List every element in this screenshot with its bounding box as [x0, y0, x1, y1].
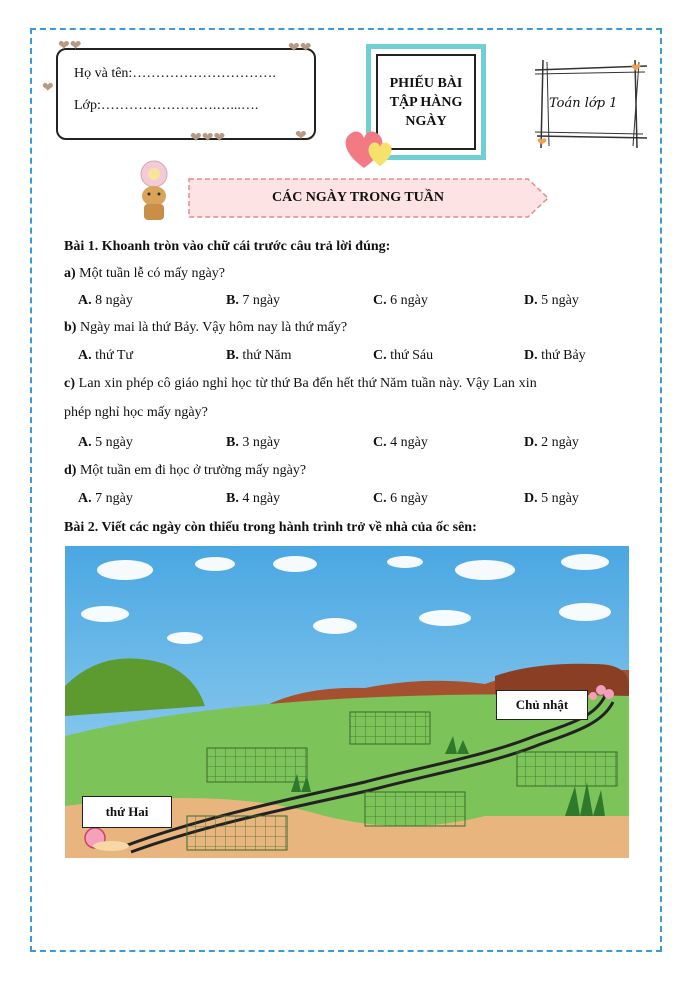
question-text: Một tuần em đi học ở trường mấy ngày? — [76, 463, 307, 478]
option-value: thứ Bảy — [537, 348, 586, 363]
question-text: Một tuần lễ có mấy ngày? — [75, 266, 225, 281]
banner-title: CÁC NGÀY TRONG TUẦN — [271, 190, 445, 205]
option-key: A. — [78, 435, 92, 450]
option-key: D. — [524, 491, 538, 506]
option-c-B[interactable] — [226, 435, 280, 451]
option-value: 6 ngày — [386, 293, 428, 308]
cat-mascot-icon — [124, 160, 184, 224]
question-letter: c) — [64, 376, 76, 391]
question-text: Lan xin phép cô giáo nghỉ học từ thứ Ba đến hết thứ Năm tuần này. Vậy Lan xin — [75, 376, 537, 391]
option-a-D[interactable] — [524, 293, 579, 309]
svg-text:❤: ❤ — [631, 61, 642, 75]
option-value: 4 ngày — [238, 491, 281, 506]
class-line[interactable]: Lớp:…………………….…...…. — [74, 98, 259, 113]
option-d-C[interactable] — [373, 491, 428, 507]
question-c-line-2: phép nghỉ học mấy ngày? — [64, 405, 208, 420]
title-line-1: PHIẾU BÀI — [389, 75, 463, 91]
snail-path-illustration — [65, 546, 629, 858]
option-value: 6 ngày — [386, 491, 428, 506]
option-key: C. — [373, 491, 387, 506]
option-key: A. — [78, 491, 92, 506]
heart-decoration-icon: ❤ — [295, 129, 307, 144]
start-day-label: thứ Hai — [82, 796, 172, 828]
question-a — [64, 266, 225, 282]
question-letter: d) — [64, 463, 77, 478]
option-value: thứ Tư — [91, 348, 133, 363]
heart-decoration-icon: ❤❤❤ — [190, 131, 226, 146]
title-line-2: TẬP HÀNG — [389, 94, 463, 110]
option-key: D. — [524, 293, 538, 308]
option-key: B. — [226, 435, 239, 450]
option-value: thứ Sáu — [386, 348, 434, 363]
option-d-A[interactable] — [78, 491, 133, 507]
option-key: A. — [78, 293, 92, 308]
section-banner — [188, 178, 550, 218]
option-a-A[interactable] — [78, 293, 133, 309]
option-value: 3 ngày — [238, 435, 281, 450]
question-text: Ngày mai là thứ Bảy. Vậy hôm nay là thứ mấy? — [76, 320, 348, 335]
heart-decoration-icon: ❤❤ — [58, 39, 82, 54]
option-b-B[interactable] — [226, 348, 292, 364]
heart-decoration-icon: ❤❤ — [288, 41, 312, 56]
option-d-D[interactable] — [524, 491, 579, 507]
question-d — [64, 463, 306, 479]
question-b — [64, 320, 347, 336]
option-c-C[interactable] — [373, 435, 428, 451]
option-key: C. — [373, 435, 387, 450]
option-key: B. — [226, 491, 239, 506]
option-a-B[interactable] — [226, 293, 280, 309]
option-value: 8 ngày — [91, 293, 133, 308]
option-key: C. — [373, 348, 387, 363]
heart-decoration-icon: ❤ — [42, 81, 54, 96]
option-key: B. — [226, 293, 239, 308]
end-day-label: Chủ nhật — [496, 690, 588, 720]
option-value: 7 ngày — [91, 491, 133, 506]
question-c — [64, 376, 537, 392]
option-key: C. — [373, 293, 387, 308]
option-key: B. — [226, 348, 239, 363]
option-b-A[interactable] — [78, 348, 133, 364]
option-key: D. — [524, 348, 538, 363]
option-c-A[interactable] — [78, 435, 133, 451]
option-value: 5 ngày — [537, 293, 579, 308]
subject-label: Toán lớp 1 — [549, 96, 618, 111]
svg-text:❤: ❤ — [537, 135, 548, 148]
option-value: 5 ngày — [91, 435, 133, 450]
option-b-C[interactable] — [373, 348, 433, 364]
option-c-D[interactable] — [524, 435, 579, 451]
hearts-icon — [340, 126, 400, 172]
option-value: thứ Năm — [238, 348, 292, 363]
option-value: 7 ngày — [238, 293, 281, 308]
student-info-box — [56, 48, 316, 140]
name-line[interactable]: Họ và tên:…………………………. — [74, 66, 276, 81]
option-b-D[interactable] — [524, 348, 586, 364]
exercise-1-heading: Bài 1. Khoanh tròn vào chữ cái trước câu trả lời đúng: — [64, 239, 391, 254]
option-value: 4 ngày — [386, 435, 428, 450]
option-key: D. — [524, 435, 538, 450]
subject-box — [531, 60, 651, 148]
exercise-2-heading: Bài 2. Viết các ngày còn thiếu trong hành trình trở về nhà của ốc sên: — [64, 520, 477, 535]
option-value: 2 ngày — [537, 435, 579, 450]
option-value: 5 ngày — [537, 491, 579, 506]
option-d-B[interactable] — [226, 491, 280, 507]
question-letter: a) — [64, 266, 76, 281]
option-a-C[interactable] — [373, 293, 428, 309]
title-line-3: NGÀY — [405, 113, 447, 129]
option-key: A. — [78, 348, 92, 363]
question-letter: b) — [64, 320, 77, 335]
